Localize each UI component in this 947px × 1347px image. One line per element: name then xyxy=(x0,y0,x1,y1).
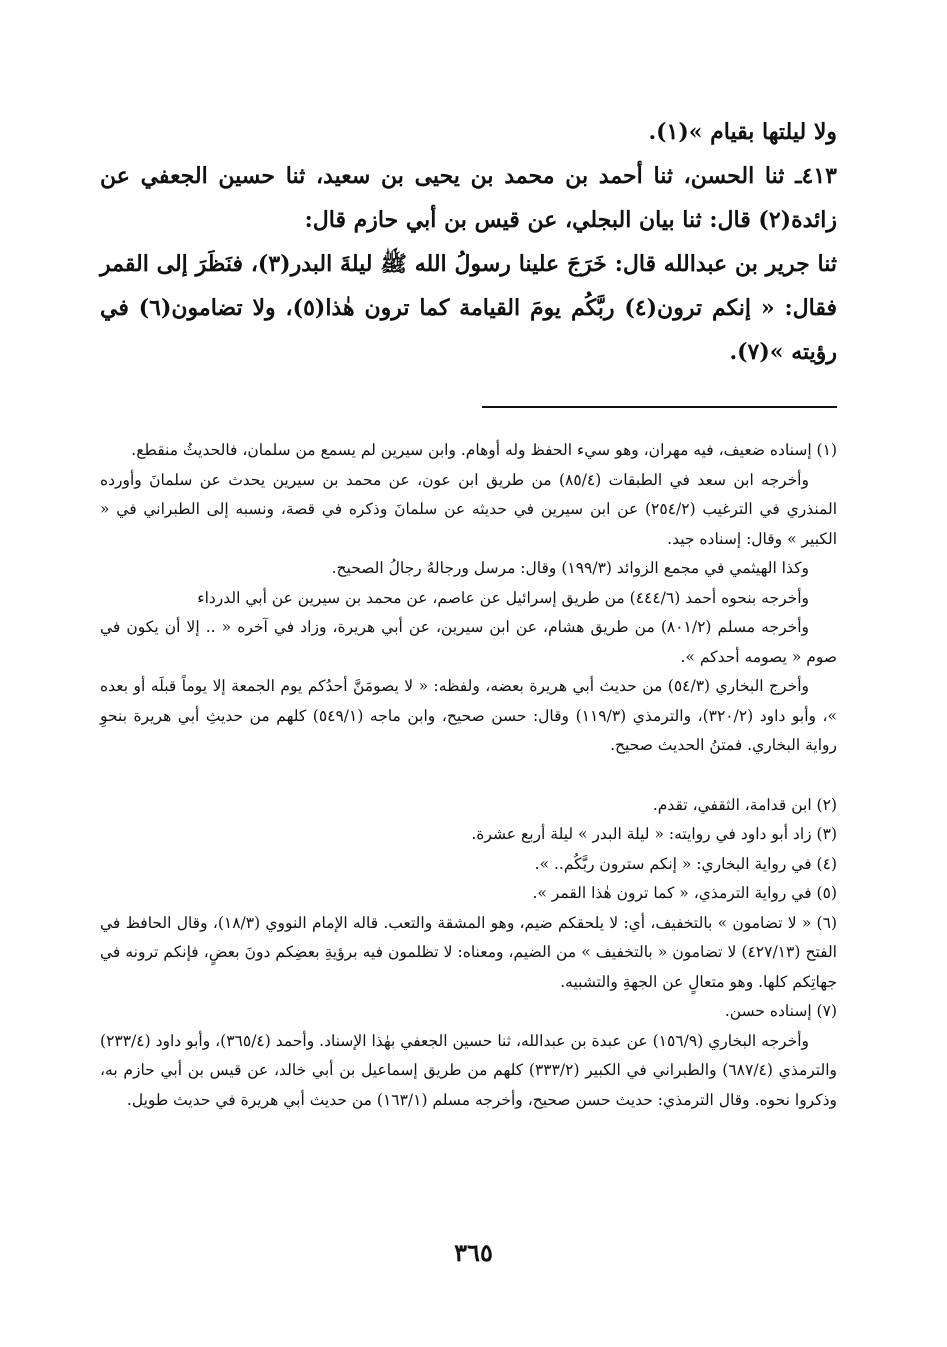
footnote-5: (٥) في رواية الترمذي، « كما ترون هٰذا القمر ». xyxy=(532,884,837,902)
hadith-413-continuation: ثنا جرير بن عبدالله قال: خَرَجَ علينا رسولُ الله ﷺ ليلةَ البدر(٣)، فنَظَرَ إلى القمر فقال: « إنكم ترون(٤) ربَّكُم يومَ القيامة كما ترون هٰذا(٥)، ولا تضامون(٦) في رؤيته »(٧). xyxy=(100,251,837,365)
footnote-3: (٣) زاد أبو داود في روايته: « ليلة البدر » ليلة أربع عشرة. xyxy=(471,825,837,843)
footnote-7: (٧) إسناده حسن. xyxy=(724,1002,837,1020)
footnote-1-ibn-saad: وأخرجه ابن سعد في الطبقات (٨٥/٤) من طريق ابن عون، عن محمد بن سيرين يحدث عن سلمانَ وأورده المنذري في الترغيب (٢٥٤/٢) عن ابن سيرين في حديثه عن سلمانَ وذكره في قصة، ونسبه إلى الطبراني في « الكبير » وقال: إسناده جيد. xyxy=(100,470,837,548)
footnote-1-haythami: وكذا الهيثمي في مجمع الزوائد (١٩٩/٣) وقال: مرسل ورجالهُ رجالُ الصحيح. xyxy=(331,559,809,577)
main-text xyxy=(100,110,837,374)
footnote-gap xyxy=(100,761,837,791)
footnote-1: (١) إسناده ضعيف، فيه مهران، وهو سيء الحفظ وله أوهام. وابن سيرين لم يسمع من سلمان، فالحديثُ منقطع. xyxy=(131,441,837,459)
footnote-1-bukhari: وأخرج البخاري (٥٤/٣) من حديث أبي هريرة بعضه، ولفظه: « لا يصومَنَّ أحدُكم يوم الجمعة إلا يوماً قبلَه أو بعده »، وأبو داود (٣٢٠/٢)، والترمذي (١١٩/٣) وقال: حسن صحيح، وابن ماجه (٥٤٩/١) كلهم من حديثِ أبي هريرة بنحوِ رواية البخاري. فمتنُ الحديث صحيح. xyxy=(100,677,838,754)
footnote-7-sources: وأخرجه البخاري (١٥٦/٩) عن عبدة بن عبدالله، ثنا حسين الجعفي بهٰذا الإسناد. وأحمد (٣٦٥/٤)، وأبو داود (٢٣٣/٤) والترمذي (٦٨٧/٤) والطبراني في الكبير (٣٣٣/٢) كلهم من طريق إسماعيل بن أبي خالد، عن قيس بن أبي حازم به، وذكروا نحوه. وقال الترمذي: حديث حسن صحيح، وأخرجه مسلم (١٦٣/١) من حديث أبي هريرة في حديث طويل. xyxy=(100,1031,837,1109)
footnote-2: (٢) ابن قدامة، الثقفي، تقدم. xyxy=(652,795,837,814)
page-number: ٣٦٥ xyxy=(454,1238,493,1267)
hadith-413: ٤١٣ـ ثنا الحسن، ثنا أحمد بن محمد بن يحيى بن سعيد، ثنا حسين الجعفي عن زائدة(٢) قال: ثنا بيان البجلي، عن قيس بن أبي حازم قال: xyxy=(100,163,837,233)
footnote-1-ahmad: وأخرجه بنحوه أحمد (٤٤٤/٦) من طريق إسرائيل عن عاصم، عن محمد بن سيرين عن أبي الدرداء xyxy=(197,588,809,607)
footnote-4: (٤) في رواية البخاري: « إنكم سترون ربَّكُم.. ». xyxy=(534,854,837,873)
footnote-1-muslim: وأخرجه مسلم (٨٠١/٢) من طريق هشام، عن ابن سيرين، عن أبي هريرة، وزاد في آخره « .. إلا أن يكون في صوم « يصومه أحدكم ». xyxy=(100,618,837,666)
main-line-1: ولا ليلتها بقيام »(١). xyxy=(648,119,837,145)
footnotes xyxy=(100,436,837,1115)
footnote-divider xyxy=(482,406,837,408)
footnote-6: (٦) « لا تضامون » بالتخفيف، أي: لا يلحقكم ضيم، وهو المشقة والتعب. قاله الإمام النووي (١٨/٣)، وقال الحافظ في الفتح (٤٢٧/١٣) لا تضامون « بالتخفيف » من الضيم، ومعناه: لا تظلمون فيه برؤيةِ بعضِكم دونَ بعضٍ، فإنكم ترونه في جهاتِكم كلها. وهو متعالٍ عن الجهةِ والتشبيه. xyxy=(100,913,837,991)
